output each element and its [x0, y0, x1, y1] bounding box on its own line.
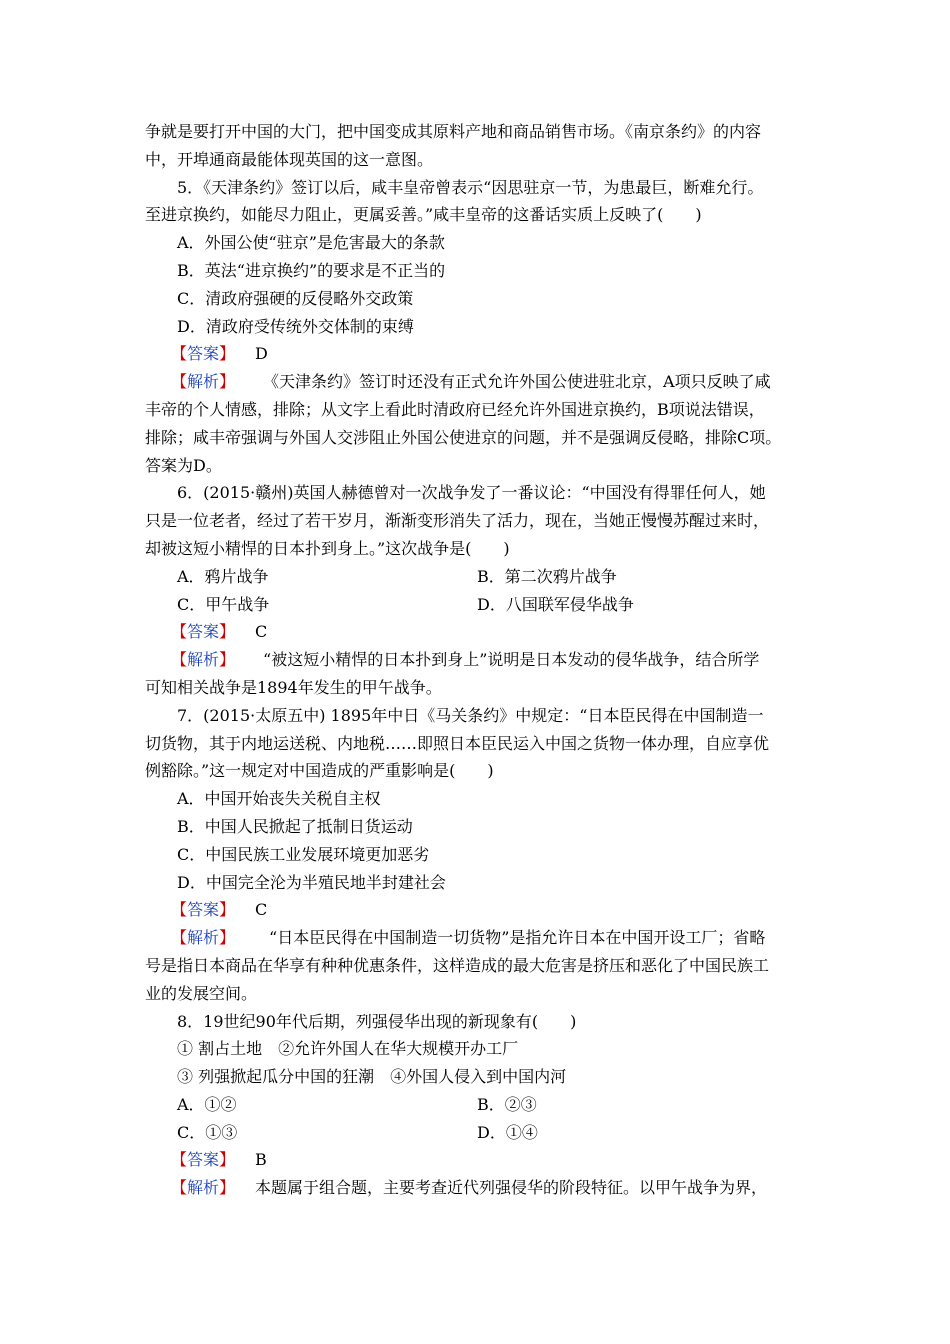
- analysis-text: 答案为D。: [145, 455, 222, 475]
- q5-option-b: B．英法“进京换约”的要求是不正当的: [177, 260, 446, 280]
- analysis-label: 解析: [187, 372, 220, 392]
- q6-analysis: 【解析】 “被这短小精悍的日本扑到身上”说明是日本发动的侵华战争，结合所学: [171, 650, 760, 670]
- answer-label: 答案: [187, 622, 220, 642]
- answer-label: 答案: [187, 344, 220, 364]
- q7-option-a: A．中国开始丧失关税自主权: [177, 789, 381, 809]
- q7-analysis: 【解析】 “日本臣民得在中国制造一切货物”是指允许日本在中国开设工厂；省略: [171, 928, 766, 948]
- q8-option-a: A．①②: [177, 1094, 237, 1114]
- q8-options-row: [145, 1091, 815, 1119]
- q7-option-c: C．中国民族工业发展环境更加恶劣: [177, 844, 430, 864]
- q5-option-d: D．清政府受传统外交体制的束缚: [177, 316, 414, 336]
- analysis-label: 解析: [187, 650, 220, 670]
- analysis-label: 解析: [187, 928, 220, 948]
- analysis-text: 丰帝的个人情感，排除；从文字上看此时清政府已经允许外国进京换约，B项说法错误，: [145, 399, 765, 419]
- q6-answer: 【答案】 C: [171, 622, 268, 642]
- question-5-stem: 至进京换约，如能尽力阻止，更属妥善。”咸丰皇帝的这番话实质上反映了( ): [145, 205, 702, 225]
- q5-analysis: 【解析】 《天津条约》签订时还没有正式允许外国公使进驻北京，A项只反映了咸: [171, 372, 771, 392]
- q8-option-c: C．①③: [177, 1122, 238, 1142]
- q6-option-a: A．鸦片战争: [177, 566, 269, 586]
- answer-value: B: [255, 1150, 267, 1170]
- q7-answer: 【答案】 C: [171, 900, 268, 920]
- q8-item-line: ① 割占土地 ②允许外国人在华大规模开办工厂: [177, 1039, 519, 1059]
- analysis-text: 业的发展空间。: [145, 983, 258, 1003]
- q6-options-row: [145, 591, 815, 619]
- q5-option-c: C．清政府强硬的反侵略外交政策: [177, 288, 414, 308]
- analysis-text: 可知相关战争是1894年发生的甲午战争。: [145, 677, 442, 697]
- question-8-stem: 8．19世纪90年代后期，列强侵华出现的新现象有( ): [177, 1011, 577, 1031]
- q7-option-b: B．中国人民掀起了抵制日货运动: [177, 816, 413, 836]
- q8-option-d: D．①④: [477, 1122, 538, 1142]
- question-6-stem: 只是一位老者，经过了若干岁月，渐渐变形消失了活力，现在，当她正慢慢苏醒过来时，: [145, 511, 770, 531]
- paragraph-line: 中，开埠通商最能体现英国的这一意图。: [145, 149, 434, 169]
- analysis-label: 解析: [187, 1178, 220, 1198]
- question-5-stem: 5．《天津条约》签订以后，咸丰皇帝曾表示“因思驻京一节，为患最巨，断难允行。: [177, 177, 764, 197]
- q8-options-row: [145, 1119, 815, 1147]
- question-7-stem: 7．(2015·太原五中) 1895年中日《马关条约》中规定：“日本臣民得在中国制造一: [177, 705, 764, 725]
- question-7-stem: 例豁除。”这一规定对中国造成的严重影响是( ): [145, 761, 494, 781]
- q7-option-d: D．中国完全沦为半殖民地半封建社会: [177, 872, 446, 892]
- answer-label: 答案: [187, 900, 220, 920]
- q6-options-row: [145, 563, 815, 591]
- analysis-text: 号是指日本商品在华享有种种优惠条件，这样造成的最大危害是挤压和恶化了中国民族工: [145, 955, 770, 975]
- answer-value: D: [255, 344, 268, 364]
- q8-item-line: ③ 列强掀起瓜分中国的狂潮 ④外国人侵入到中国内河: [177, 1067, 567, 1087]
- paragraph-line: 争就是要打开中国的大门，把中国变成其原料产地和商品销售市场。《南京条约》的内容: [145, 122, 762, 141]
- analysis-text: “日本臣民得在中国制造一切货物”是指允许日本在中国开设工厂；省略: [269, 928, 766, 948]
- q6-option-b: B．第二次鸦片战争: [477, 566, 617, 586]
- analysis-text: 本题属于组合题，主要考查近代列强侵华的阶段特征。以甲午战争为界，: [255, 1178, 768, 1198]
- question-7-stem: 切货物，其于内地运送税、内地税……即照日本臣民运入中国之货物一体办理，自应享优: [145, 733, 770, 753]
- analysis-text: “被这短小精悍的日本扑到身上”说明是日本发动的侵华战争，结合所学: [263, 650, 760, 670]
- q6-option-d: D．八国联军侵华战争: [477, 594, 634, 614]
- document-body: [145, 118, 815, 1202]
- analysis-text: 排除；咸丰帝强调与外国人交涉阻止外国公使进京的问题，并不是强调反侵略，排除C项。: [145, 427, 782, 447]
- question-6-stem: 6．(2015·赣州)英国人赫德曾对一次战争发了一番议论：“中国没有得罪任何人，她: [177, 483, 766, 503]
- q8-option-b: B．②③: [477, 1094, 537, 1114]
- analysis-text: 《天津条约》签订时还没有正式允许外国公使进驻北京，A项只反映了咸: [263, 372, 771, 392]
- q8-analysis: 【解析】 本题属于组合题，主要考查近代列强侵华的阶段特征。以甲午战争为界，: [171, 1178, 768, 1198]
- answer-value: C: [255, 900, 268, 920]
- question-6-stem: 却被这短小精悍的日本扑到身上。”这次战争是( ): [145, 538, 510, 558]
- q5-answer: 【答案】 D: [171, 344, 268, 364]
- answer-value: C: [255, 622, 268, 642]
- q6-option-c: C．甲午战争: [177, 594, 270, 614]
- q8-answer: 【答案】 B: [171, 1150, 267, 1170]
- answer-label: 答案: [187, 1150, 220, 1170]
- q5-option-a: A．外国公使“驻京”是危害最大的条款: [177, 233, 445, 253]
